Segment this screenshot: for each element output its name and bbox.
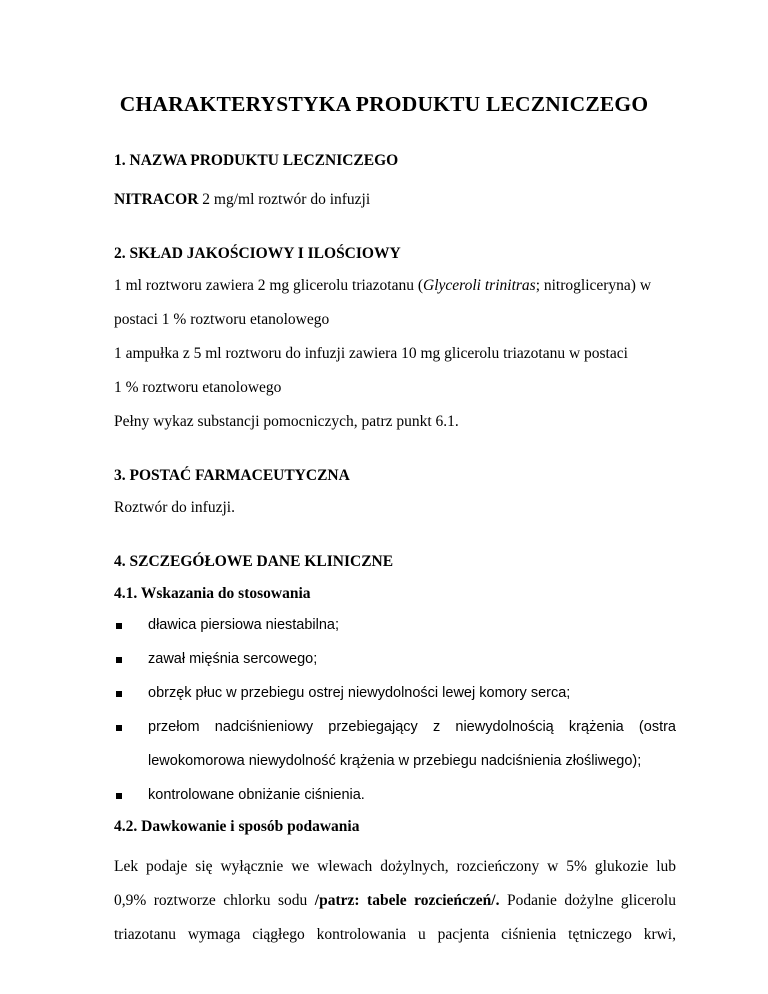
dilution-table-reference: /patrz: tabele rozcieńczeń/. [314,892,500,909]
section-3-heading: 3. POSTAĆ FARMACEUTYCZNA [114,467,350,484]
bullet-square-icon [116,623,122,629]
section-4-heading: 4. SZCZEGÓŁOWE DANE KLINICZNE [114,553,394,570]
dosage-line-2 [114,892,676,910]
list-item-text: przełom nadciśnieniowy przebiegający z niewydolnością krążenia (ostra [148,719,676,735]
dosage-line-2a: 0,9% roztworze chlorku sodu [114,892,315,909]
section-2-heading: 2. SKŁAD JAKOŚCIOWY I ILOŚCIOWY [114,245,401,262]
dosage-line-1: Lek podaje się wyłącznie we wlewach dożylnych, rozcieńczony w 5% glukozie lub [114,858,676,875]
list-item-text: dławica piersiowa niestabilna; [148,617,340,633]
product-name-rest: 2 mg/ml roztwór do infuzji [198,191,371,208]
product-name-line [114,191,370,209]
bullet-square-icon [116,691,122,697]
pharmaceutical-form: Roztwór do infuzji. [114,499,235,516]
list-item-text: zawał mięśnia sercowego; [148,651,318,667]
product-name: NITRACOR [114,191,199,208]
bullet-square-icon [116,793,122,799]
list-item-text: lewokomorowa niewydolność krążenia w przebiegu nadciśnienia złośliwego); [148,753,642,769]
composition-line-1a: 1 ml roztworu zawiera 2 mg glicerolu triazotanu ( [114,277,424,294]
dosage-line-2b: Podanie dożylne glicerolu [499,892,676,909]
subsection-4-2-heading: 4.2. Dawkowanie i sposób podawania [114,818,360,835]
dosage-line-3: triazotanu wymaga ciągłego kontrolowania u pacjenta ciśnienia tętniczego krwi, [114,926,676,943]
latin-name: Glyceroli trinitras [423,277,536,294]
document-title: CHARAKTERYSTYKA PRODUKTU LECZNICZEGO [119,92,649,116]
bullet-square-icon [116,725,122,731]
subsection-4-1-heading: 4.1. Wskazania do stosowania [114,585,311,602]
excipients-note: Pełny wykaz substancji pomocniczych, patrz punkt 6.1. [114,413,459,430]
composition-line-4: 1 % roztworu etanolowego [114,379,282,396]
list-item-text: obrzęk płuc w przebiegu ostrej niewydolności lewej komory serca; [148,685,571,701]
composition-line-2: postaci 1 % roztworu etanolowego [114,311,330,328]
composition-line-1b: ; nitrogliceryna) w [535,277,652,294]
bullet-square-icon [116,657,122,663]
section-1-heading: 1. NAZWA PRODUKTU LECZNICZEGO [114,152,399,169]
list-item-text: kontrolowane obniżanie ciśnienia. [148,787,365,803]
composition-line-1 [114,277,651,295]
composition-line-3: 1 ampułka z 5 ml roztworu do infuzji zawiera 10 mg glicerolu triazotanu w postaci [114,345,628,362]
